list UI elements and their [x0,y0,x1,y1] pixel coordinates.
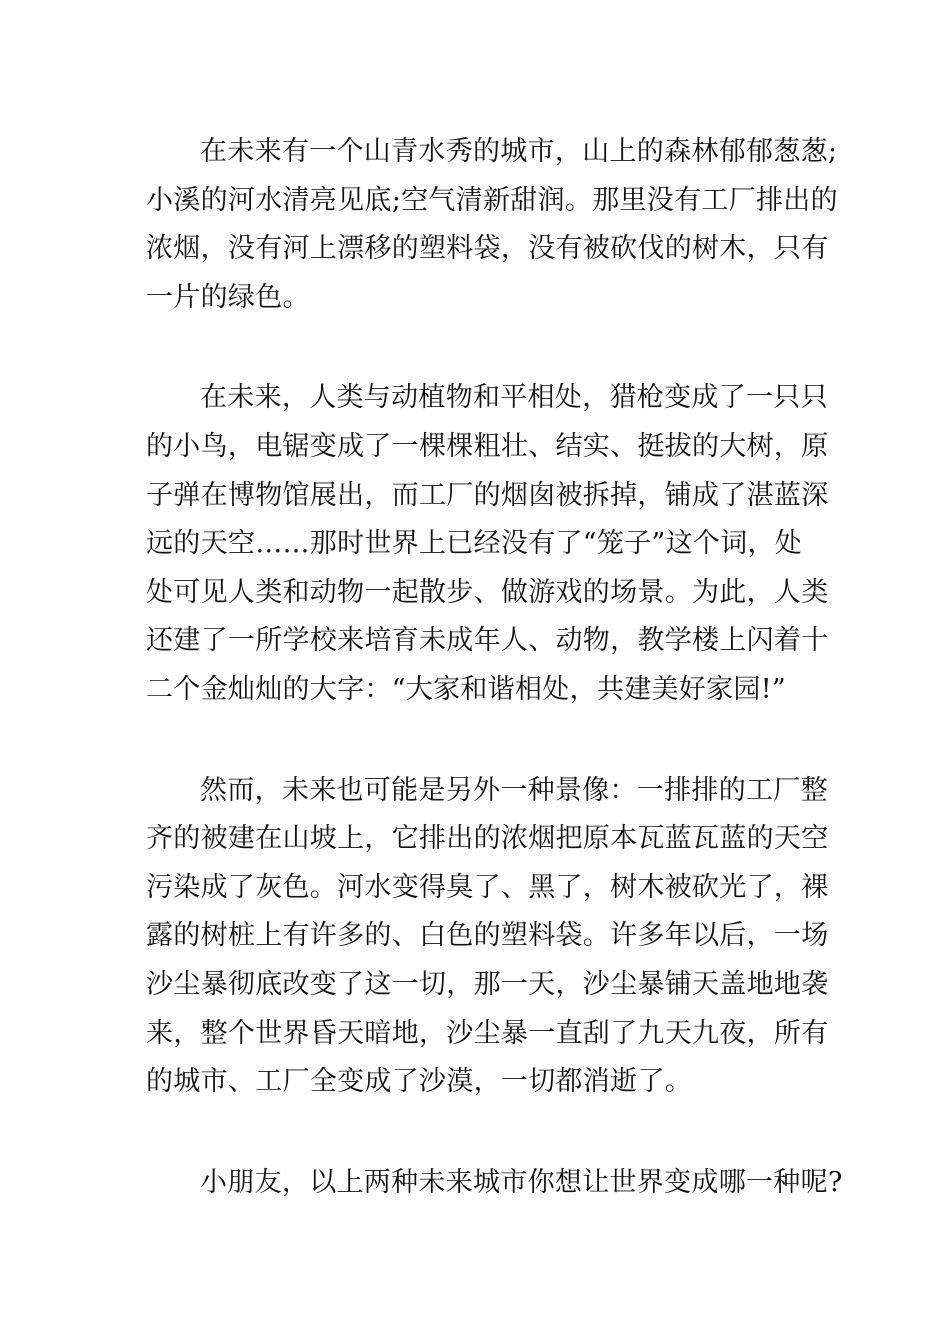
text-line: 齐的被建在山坡上，它排出的浓烟把原本瓦蓝瓦蓝的天空 [146,823,829,855]
text-line: 来，整个世界昏天暗地，沙尘暴一直刮了九天九夜，所有 [146,1017,829,1049]
text-line: 在未来，人类与动植物和平相处，猎枪变成了一只只 [200,382,828,414]
text-line: 污染成了灰色。河水变得臭了、黑了，树木被砍光了，裸 [146,871,829,903]
paragraph-polluted-future [146,767,829,1107]
text-line: 处可见人类和动物一起散步、做游戏的场景。为此，人类 [146,576,829,608]
document-body [146,128,843,1207]
text-line: 然而，未来也可能是另外一种景像：一排排的工厂整 [200,774,828,806]
paragraph-harmony [146,374,829,714]
text-line: 子弹在博物馆展出，而工厂的烟囱被拆掉，铺成了湛蓝深 [146,479,829,511]
text-line: 的城市、工厂全变成了沙漠，一切都消逝了。 [146,1066,692,1098]
text-line: 还建了一所学校来培育未成年人、动物，教学楼上闪着十 [146,625,829,657]
text-line: 远的天空……那时世界上已经没有了“笼子”这个词，处 [146,528,803,560]
text-line: 沙尘暴彻底改变了这一切，那一天，沙尘暴铺天盖地地袭 [146,968,829,1000]
text-line: 小溪的河水清亮见底;空气清新甜润。那里没有工厂排出的 [146,184,838,216]
text-line: 露的树桩上有许多的、白色的塑料袋。许多年以后，一场 [146,920,829,952]
text-line: 在未来有一个山青水秀的城市，山上的森林郁郁葱葱; [200,136,838,167]
text-line: 小朋友，以上两种未来城市你想让世界变成哪一种呢? [200,1166,843,1198]
text-line: 浓烟，没有河上漂移的塑料袋，没有被砍伐的树木，只有 [146,233,829,265]
paragraph-question [146,1159,843,1208]
text-line: 一片的绿色。 [146,281,310,313]
text-line: 二个金灿灿的大字：“大家和谐相处，共建美好家园!” [146,673,786,705]
paragraph-clean-city [146,128,838,322]
text-line: 的小鸟，电锯变成了一棵棵粗壮、结实、挺拔的大树，原 [146,430,829,462]
